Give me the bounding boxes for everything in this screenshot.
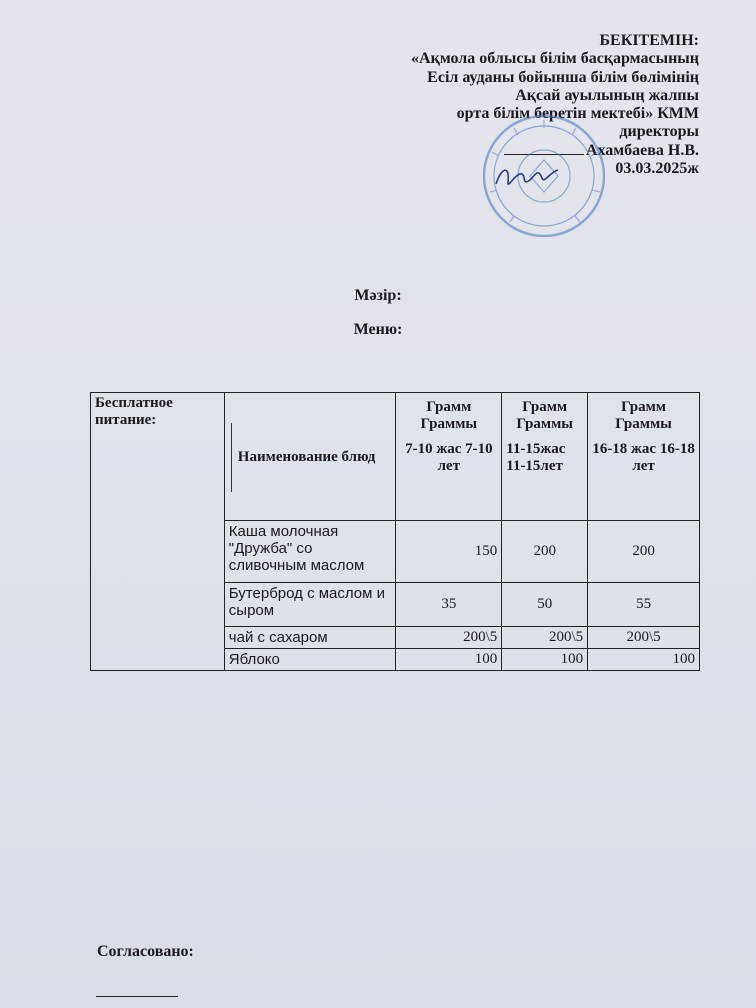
dish-name-3: чай с сахаром bbox=[224, 627, 396, 649]
director-name: Ахамбаева Н.В. bbox=[585, 141, 699, 159]
col-unit-3: Грамм Граммы bbox=[615, 399, 672, 432]
dish-3-value-2: 200\5 bbox=[502, 627, 588, 649]
col-unit-1: Грамм Граммы bbox=[420, 399, 478, 432]
dish-name-2: Бутерброд с маслом и сыром bbox=[224, 583, 396, 627]
approval-line-5: директоры bbox=[619, 123, 699, 141]
menu-heading-kz: Мәзір: bbox=[354, 287, 402, 304]
col-unit-2: Грамм Граммы bbox=[516, 399, 574, 432]
approval-title: БЕКІТЕМІН: bbox=[599, 32, 699, 49]
table-header-row bbox=[91, 393, 700, 521]
dish-4-value-3: 100 bbox=[588, 649, 700, 671]
dish-2-value-2: 50 bbox=[502, 583, 588, 627]
name-header: Наименование блюд bbox=[237, 449, 376, 465]
menu-heading-ru: Меню: bbox=[353, 321, 403, 338]
row-label: Бесплатное питание: bbox=[95, 395, 173, 428]
col-age-3: 16-18 жас 16-18 лет bbox=[592, 441, 695, 474]
agreed-signature-line bbox=[96, 996, 178, 997]
dish-3-value-3: 200\5 bbox=[588, 627, 700, 649]
dish-1-value-3: 200 bbox=[588, 521, 700, 583]
dish-4-value-1: 100 bbox=[396, 649, 502, 671]
dish-1-value-1: 150 bbox=[396, 521, 502, 583]
dish-name-1: Каша молочная "Дружба" со сливочным маслом bbox=[224, 521, 396, 583]
approval-line-1: «Ақмола облысы білім басқармасының bbox=[411, 50, 699, 68]
agreed-label: Согласовано: bbox=[97, 943, 194, 960]
col-age-1: 7-10 жас 7-10 лет bbox=[405, 441, 493, 474]
name-header-cell bbox=[224, 393, 396, 521]
col-header-2 bbox=[502, 393, 588, 521]
dish-1-value-2: 200 bbox=[502, 521, 588, 583]
dish-2-value-3: 55 bbox=[588, 583, 700, 627]
row-label-cell bbox=[91, 393, 225, 671]
approval-line-3: Ақсай ауылының жалпы bbox=[515, 86, 699, 104]
dish-name-4: Яблоко bbox=[224, 649, 396, 671]
approval-line-4: орта білім беретін мектебі» КММ bbox=[456, 105, 699, 123]
approval-line-2: Есіл ауданы бойынша білім бөлімінің bbox=[427, 68, 699, 86]
handwritten-signature-icon bbox=[492, 160, 562, 194]
col-header-1 bbox=[396, 393, 502, 521]
col-header-3 bbox=[588, 393, 700, 521]
dish-3-value-1: 200\5 bbox=[396, 627, 502, 649]
menu-table bbox=[90, 392, 700, 671]
dish-4-value-2: 100 bbox=[502, 649, 588, 671]
col-age-2: 11-15жас 11-15лет bbox=[506, 441, 566, 474]
dish-2-value-1: 35 bbox=[396, 583, 502, 627]
approval-date: 03.03.2025ж bbox=[615, 160, 699, 178]
